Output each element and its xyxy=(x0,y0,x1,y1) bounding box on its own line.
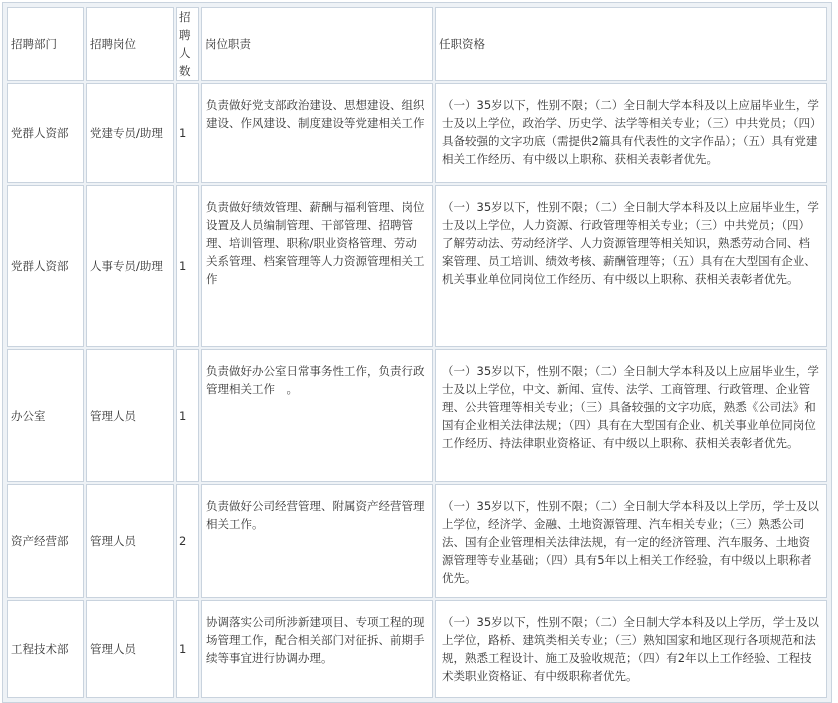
count-cell: 1 xyxy=(176,600,199,698)
position-cell: 人事专员/助理 xyxy=(86,185,174,347)
qualification-cell: （一）35岁以下，性别不限；（二）全日制大学本科及以上学历，学士及以上学位，路桥、建筑类相关专业；（三）熟知国家和地区现行各项规范和法规，熟悉工程设计、施工及验收规范；（四）有2年以上工作经验、工程技术类职业资格证、有中级职称者优先。 xyxy=(435,600,827,698)
header-qualification: 任职资格 xyxy=(435,7,827,81)
position-cell: 管理人员 xyxy=(86,600,174,698)
count-cell: 2 xyxy=(176,484,199,598)
dept-cell: 资产经营部 xyxy=(7,484,84,598)
table-row xyxy=(7,484,827,598)
dept-cell: 工程技术部 xyxy=(7,600,84,698)
qualification-cell: （一）35岁以下，性别不限；（二）全日制大学本科及以上应届毕业生，学士及以上学位，人力资源、行政管理等相关专业；（三）中共党员；（四）了解劳动法、劳动经济学、人力资源管理等相关知识，熟悉劳动合同、档案管理、员工培训、绩效考核、薪酬管理等；（五）具有在大型国有企业、机关事业单位同岗位工作经历、有中级以上职称、获相关表彰者优先。 xyxy=(435,185,827,347)
header-row xyxy=(7,7,827,81)
qualification-cell: （一）35岁以下，性别不限；（二）全日制大学本科及以上学历，学士及以上学位，经济学、金融、土地资源管理、汽车相关专业；（三）熟悉公司法、国有企业管理相关法律法规，有一定的经济管理、汽车服务、土地资源管理等专业基础；（四）具有5年以上相关工作经验，有中级以上职称者优先。 xyxy=(435,484,827,598)
dept-cell: 办公室 xyxy=(7,349,84,482)
table-row xyxy=(7,185,827,347)
header-position: 招聘岗位 xyxy=(86,7,174,81)
position-cell: 管理人员 xyxy=(86,349,174,482)
duty-cell: 负责做好党支部政治建设、思想建设、组织建设、作风建设、制度建设等党建相关工作 xyxy=(201,83,433,183)
qualification-cell: （一）35岁以下，性别不限；（二）全日制大学本科及以上应届毕业生，学士及以上学位，中文、新闻、宣传、法学、工商管理、行政管理、企业管理、公共管理等相关专业；（三）具备较强的文字功底，熟悉《公司法》和国有企业相关法律法规；（四）具有在大型国有企业、机关事业单位同岗位工作经历、持法律职业资格证、有中级以上职称、获相关表彰者优先。 xyxy=(435,349,827,482)
dept-cell: 党群人资部 xyxy=(7,83,84,183)
duty-cell: 负责做好办公室日常事务性工作，负责行政管理相关工作 。 xyxy=(201,349,433,482)
table-row xyxy=(7,83,827,183)
recruitment-table xyxy=(5,5,829,700)
position-cell: 管理人员 xyxy=(86,484,174,598)
duty-cell: 负责做好公司经营管理、附属资产经营管理相关工作。 xyxy=(201,484,433,598)
dept-cell: 党群人资部 xyxy=(7,185,84,347)
count-cell: 1 xyxy=(176,349,199,482)
count-cell: 1 xyxy=(176,185,199,347)
position-cell: 党建专员/助理 xyxy=(86,83,174,183)
table-row xyxy=(7,349,827,482)
recruitment-table-frame xyxy=(2,2,832,703)
header-count: 招聘人数 xyxy=(176,7,199,81)
duty-cell: 协调落实公司所涉新建项目、专项工程的现场管理工作，配合相关部门对征拆、前期手续等事宜进行协调办理。 xyxy=(201,600,433,698)
table-row xyxy=(7,600,827,698)
header-duty: 岗位职责 xyxy=(201,7,433,81)
duty-cell: 负责做好绩效管理、薪酬与福利管理、岗位设置及人员编制管理、干部管理、招聘管理、培训管理、职称/职业资格管理、劳动关系管理、档案管理等人力资源管理相关工作 xyxy=(201,185,433,347)
header-dept: 招聘部门 xyxy=(7,7,84,81)
count-cell: 1 xyxy=(176,83,199,183)
qualification-cell: （一）35岁以下，性别不限；（二）全日制大学本科及以上应届毕业生，学士及以上学位，政治学、历史学、法学等相关专业；（三）中共党员；（四）具备较强的文字功底（需提供2篇具有代表性的文字作品）；（五）具有党建相关工作经历、有中级以上职称、获相关表彰者优先。 xyxy=(435,83,827,183)
